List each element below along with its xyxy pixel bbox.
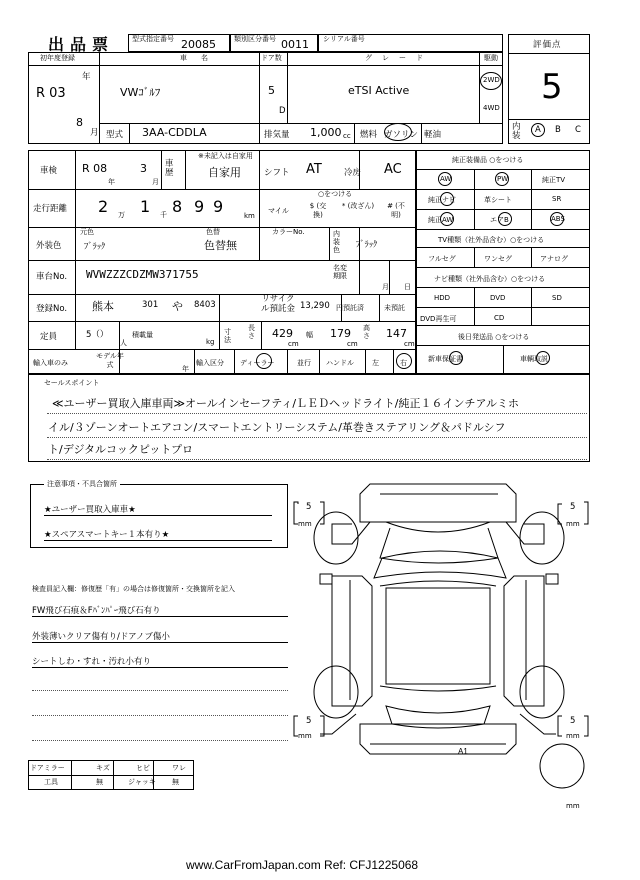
repaint-status: 色替無: [204, 239, 237, 252]
mileage-digit: 9: [194, 197, 205, 216]
tire-fl-depth: 5: [306, 502, 312, 512]
serial-number-box: シリアル番号: [318, 34, 503, 52]
mileage-digit: 2: [98, 197, 109, 216]
tire-fr-depth: 5: [570, 502, 576, 512]
sales-line: イル/３ゾーンオートエアコン/スマートエントリーシステム/革巻きステアリング＆パドルシフ: [48, 421, 506, 434]
inspection-year: R 08: [82, 162, 108, 175]
sales-line: ≪ユーザー買取入庫車両≫オールインセーフティ/ＬＥＤヘッドライト/純正１６インチアルミホ: [52, 397, 520, 410]
shift: AT: [306, 162, 322, 177]
score-box: 評価点 5 内装 A B C: [508, 34, 590, 144]
recycle-deposit: 13,290: [300, 301, 330, 311]
type-number-box: 型式指定番号 20085: [128, 34, 230, 52]
model-code: 3AA-CDDLA: [142, 126, 207, 139]
reg-number: 8403: [194, 300, 216, 310]
first-reg-year: R 03: [36, 86, 66, 101]
footer-ref: www.CarFromJapan.com Ref: CFJ1225068: [186, 858, 419, 872]
width: 179: [330, 327, 351, 340]
mileage-digit: 1: [140, 197, 151, 216]
class-number-box: 類別区分番号 0011: [230, 34, 318, 52]
length: 429: [272, 327, 293, 340]
sheet-title: 出品票: [48, 35, 115, 54]
capacity: 5（）: [86, 330, 109, 340]
height: 147: [386, 327, 407, 340]
tire-rr-depth: 5: [570, 716, 576, 726]
interior-color: ﾌﾞﾗｯｸ: [356, 240, 378, 250]
displacement: 1,000: [310, 126, 342, 139]
score-label: 評価点: [533, 40, 562, 50]
reg-kana: や: [172, 300, 183, 313]
sales-line: ト/デジタルコックピットプロ: [48, 443, 194, 456]
reg-class: 301: [142, 300, 159, 310]
mileage-digit: 8: [172, 197, 183, 216]
usage: 自家用: [208, 166, 241, 179]
inspector-line: FW飛び石痕＆Fﾊﾞﾝﾊﾟｰ飛び石有り: [32, 604, 288, 617]
score-value: 5: [541, 67, 563, 107]
mileage-digit: 9: [213, 197, 224, 216]
vin: WVWZZZCDZMW371755: [86, 268, 199, 281]
air-conditioning: AC: [384, 162, 402, 177]
inspector-line: 外装薄いクリア傷有り/ドアノブ傷小: [32, 630, 288, 643]
tire-rl-depth: 5: [306, 716, 312, 726]
door-count: 5: [268, 84, 275, 97]
inspection-month: 3: [140, 162, 147, 175]
first-reg-month: 8: [76, 116, 83, 129]
damage-mark-a1: A1: [458, 747, 468, 756]
vehicle-damage-diagram: [290, 476, 590, 812]
note-line: ★スペアスマートキー１本有り★: [44, 528, 272, 541]
reg-area: 熊本: [92, 300, 114, 313]
note-line: ★ユーザー買取入庫車★: [44, 503, 272, 516]
original-color: ﾌﾞﾗｯｸ: [84, 242, 106, 252]
inspector-line: シートしわ・すれ・汚れ小有り: [32, 655, 288, 668]
car-name: VWｺﾞﾙﾌ: [120, 86, 161, 99]
grade: eTSI Active: [348, 84, 410, 97]
